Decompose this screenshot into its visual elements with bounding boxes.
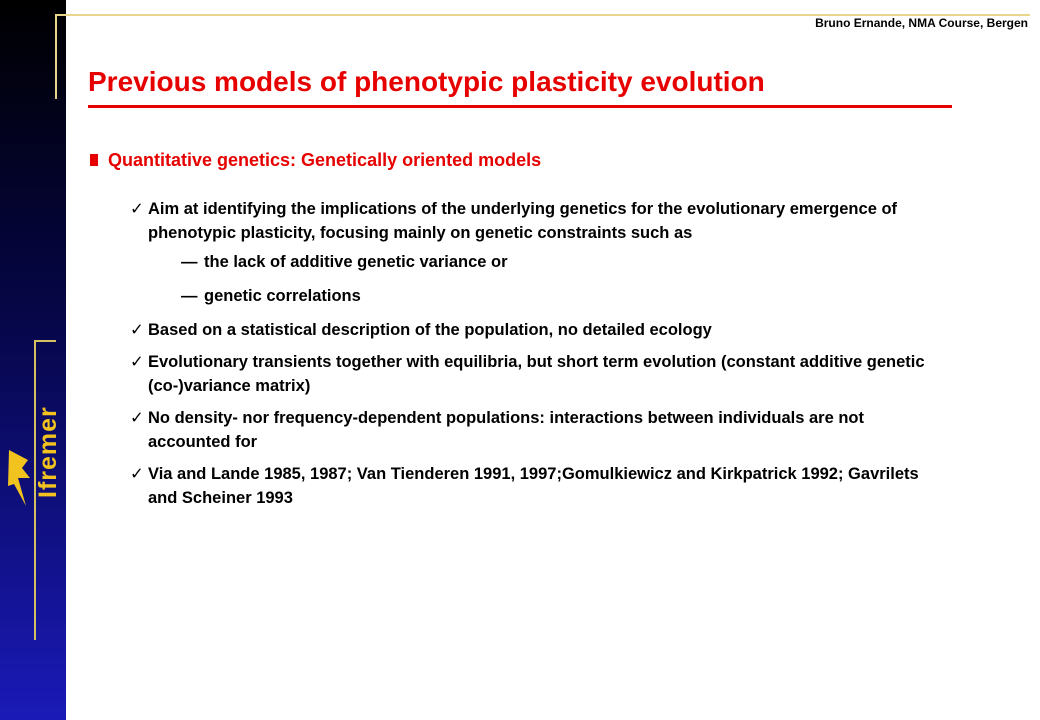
sub-list-item-text: the lack of additive genetic variance or — [204, 253, 508, 271]
page-title: Previous models of phenotypic plasticity evolution — [88, 66, 765, 97]
header-credit: Bruno Ernande, NMA Course, Bergen — [815, 16, 1028, 30]
ifremer-logo: Ifremer — [34, 406, 62, 498]
checkmark-icon: ✓ — [130, 200, 144, 218]
list-item-text: Based on a statistical description of the population, no detailed ecology — [148, 321, 712, 339]
sub-list-item — [148, 250, 930, 274]
sidebar-rule — [55, 14, 57, 99]
section-heading-text: Quantitative genetics: Genetically oriented models — [108, 150, 542, 170]
list-item-text: No density- nor frequency-dependent populations: interactions between individuals are not accounted for — [148, 409, 864, 451]
sub-list-item-text: genetic correlations — [204, 287, 361, 305]
sub-list — [148, 250, 930, 308]
ifremer-logo-mark-icon — [6, 448, 32, 508]
list-item — [130, 318, 930, 342]
list-item-text: Via and Lande 1985, 1987; Van Tienderen 1991, 1997;Gomulkiewicz and Kirkpatrick 1992; Gavrilets and Scheiner 1993 — [148, 465, 919, 507]
bullet-list — [130, 197, 930, 518]
dash-icon: — — [181, 253, 198, 271]
list-item — [130, 350, 930, 398]
checkmark-icon: ✓ — [130, 353, 144, 371]
sub-list-item — [148, 284, 930, 308]
checkmark-icon: ✓ — [130, 321, 144, 339]
list-item — [130, 406, 930, 454]
sidebar-band — [0, 0, 66, 720]
title-underline — [88, 105, 952, 108]
sidebar-line-tick — [34, 340, 56, 342]
checkmark-icon: ✓ — [130, 409, 144, 427]
section-heading — [90, 150, 541, 171]
list-item — [130, 197, 930, 308]
dash-icon: — — [181, 287, 198, 305]
checkmark-icon: ✓ — [130, 465, 144, 483]
square-bullet-icon — [90, 154, 98, 166]
list-item — [130, 462, 930, 510]
list-item-text: Aim at identifying the implications of the underlying genetics for the evolutionary emergence of phenotypic plasticity, focusing mainly on genetic constraints such as — [148, 200, 898, 242]
list-item-text: Evolutionary transients together with equilibria, but short term evolution (constant additive genetic (co-)variance matrix) — [148, 353, 925, 395]
